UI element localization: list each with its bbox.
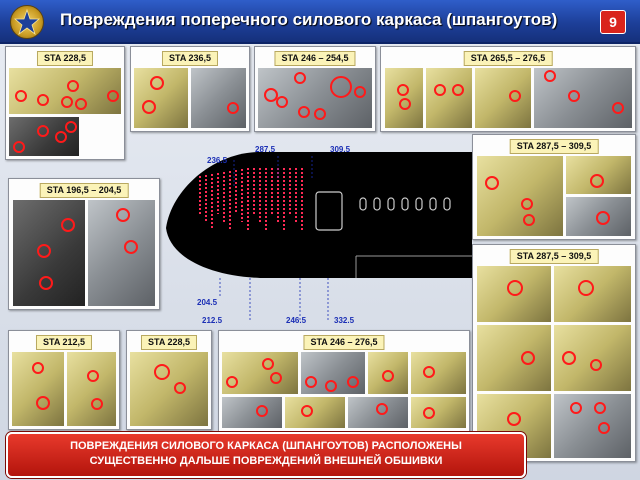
damage-photo bbox=[566, 156, 631, 194]
panel-sta-287-5-309-5-a bbox=[472, 134, 636, 240]
panel-label: STA 287,5 – 309,5 bbox=[510, 249, 599, 264]
damage-marker bbox=[507, 280, 523, 296]
damage-photo bbox=[554, 325, 631, 391]
damage-marker bbox=[612, 102, 624, 114]
damage-marker bbox=[37, 244, 51, 258]
damage-marker bbox=[226, 376, 238, 388]
station-label-204-5: 204.5 bbox=[197, 298, 218, 307]
station-label-309-5: 309.5 bbox=[330, 145, 351, 154]
damage-marker bbox=[570, 402, 582, 414]
damage-marker bbox=[562, 351, 576, 365]
conclusion-line-1: ПОВРЕЖДЕНИЯ СИЛОВОГО КАРКАСА (ШПАНГОУТОВ) РАСПОЛОЖЕНЫ bbox=[70, 440, 462, 452]
damage-marker bbox=[37, 125, 49, 137]
damage-photo bbox=[301, 352, 365, 394]
damage-photo bbox=[348, 397, 408, 428]
damage-marker bbox=[509, 90, 521, 102]
damage-marker bbox=[590, 174, 604, 188]
damage-marker bbox=[376, 403, 388, 415]
damage-marker bbox=[301, 405, 313, 417]
page-title: Повреждения поперечного силового каркаса (шпангоутов) bbox=[60, 10, 558, 29]
damage-photo bbox=[368, 352, 408, 394]
damage-marker bbox=[347, 376, 359, 388]
panel-label: STA 196,5 – 204,5 bbox=[40, 183, 129, 198]
damage-marker bbox=[298, 106, 310, 118]
damage-photo bbox=[88, 200, 155, 306]
panel-label: STA 246 – 276,5 bbox=[303, 335, 384, 350]
damage-marker bbox=[354, 86, 366, 98]
panel-sta-236-5 bbox=[130, 46, 250, 132]
damage-marker bbox=[256, 405, 268, 417]
panel-label: STA 265,5 – 276,5 bbox=[464, 51, 553, 66]
damage-marker bbox=[507, 412, 521, 426]
damage-marker bbox=[124, 240, 138, 254]
emblem-logo bbox=[10, 5, 44, 39]
damage-photo bbox=[191, 68, 246, 128]
panel-label: STA 287,5 – 309,5 bbox=[510, 139, 599, 154]
damage-marker bbox=[314, 108, 326, 120]
fuselage-diagram bbox=[160, 148, 472, 336]
panel-label: STA 228,5 bbox=[37, 51, 93, 66]
damage-marker bbox=[61, 218, 75, 232]
panel-sta-246-254-5 bbox=[254, 46, 376, 132]
damage-marker bbox=[382, 370, 394, 382]
damage-marker bbox=[397, 84, 409, 96]
panel-sta-228-5-top bbox=[5, 46, 125, 160]
damage-photo bbox=[554, 266, 631, 322]
damage-marker bbox=[142, 100, 156, 114]
damage-photo bbox=[477, 156, 563, 236]
damage-marker bbox=[399, 98, 411, 110]
damage-marker bbox=[594, 402, 606, 414]
damage-marker bbox=[294, 72, 306, 84]
damage-photo bbox=[12, 352, 64, 426]
damage-marker bbox=[227, 102, 239, 114]
damage-photo bbox=[554, 394, 631, 458]
panel-sta-287-5-309-5-b bbox=[472, 244, 636, 462]
damage-photo bbox=[411, 397, 466, 428]
damage-marker bbox=[116, 208, 130, 222]
panel-sta-228-5-bottom bbox=[126, 330, 212, 430]
damage-marker bbox=[55, 131, 67, 143]
panel-label: STA 236,5 bbox=[162, 51, 218, 66]
conclusion-text bbox=[8, 439, 524, 469]
damage-marker bbox=[325, 380, 337, 392]
damage-marker bbox=[37, 94, 49, 106]
damage-marker bbox=[523, 214, 535, 226]
panel-sta-265-5-276-5-top bbox=[380, 46, 636, 132]
conclusion-banner bbox=[6, 432, 526, 478]
station-label-212-5: 212.5 bbox=[202, 316, 223, 325]
damage-marker bbox=[330, 76, 352, 98]
damage-photo bbox=[67, 352, 116, 426]
damage-photo bbox=[385, 68, 423, 128]
damage-marker bbox=[596, 211, 610, 225]
damage-photo bbox=[475, 68, 531, 128]
damage-photo bbox=[477, 266, 551, 322]
damage-marker bbox=[61, 96, 73, 108]
panel-label: STA 228,5 bbox=[141, 335, 197, 350]
damage-marker bbox=[36, 396, 50, 410]
damage-marker bbox=[107, 90, 119, 102]
damage-marker bbox=[485, 176, 499, 190]
damage-marker bbox=[423, 366, 435, 378]
panel-sta-246-276-5-bottom bbox=[218, 330, 470, 432]
damage-marker bbox=[150, 76, 164, 90]
damage-marker bbox=[276, 96, 288, 108]
damage-photo bbox=[411, 352, 466, 394]
damage-marker bbox=[262, 358, 274, 370]
station-label-246-5: 246.5 bbox=[286, 316, 307, 325]
panel-sta-196-5-204-5 bbox=[8, 178, 160, 310]
damage-photo bbox=[134, 68, 188, 128]
damage-photo bbox=[285, 397, 345, 428]
damage-marker bbox=[434, 84, 446, 96]
damage-marker bbox=[270, 372, 282, 384]
damage-marker bbox=[578, 280, 594, 296]
conclusion-line-2: СУЩЕСТВЕННО ДАЛЬШЕ ПОВРЕЖДЕНИЙ ВНЕШНЕЙ ОБШИВКИ bbox=[89, 455, 443, 467]
damage-marker bbox=[452, 84, 464, 96]
damage-photo bbox=[566, 197, 631, 236]
damage-marker bbox=[75, 98, 87, 110]
damage-marker bbox=[174, 382, 186, 394]
damage-marker bbox=[13, 141, 25, 153]
damage-marker bbox=[521, 351, 535, 365]
damage-marker bbox=[598, 422, 610, 434]
header-bar bbox=[0, 0, 640, 44]
station-label-332-5: 332.5 bbox=[334, 316, 355, 325]
damage-marker bbox=[87, 370, 99, 382]
damage-photo bbox=[130, 352, 208, 426]
damage-photo bbox=[222, 352, 298, 394]
damage-marker bbox=[32, 362, 44, 374]
damage-photo bbox=[9, 68, 121, 114]
damage-marker bbox=[67, 80, 79, 92]
panel-label: STA 212,5 bbox=[36, 335, 92, 350]
damage-marker bbox=[15, 90, 27, 102]
damage-marker bbox=[39, 276, 53, 290]
page-number: 9 bbox=[600, 10, 626, 34]
station-label-236-5: 236.5 bbox=[207, 156, 228, 165]
damage-photo bbox=[477, 325, 551, 391]
panel-sta-212-5 bbox=[8, 330, 120, 430]
station-label-287-5: 287.5 bbox=[255, 145, 276, 154]
damage-marker bbox=[521, 198, 533, 210]
panel-label: STA 246 – 254,5 bbox=[274, 51, 355, 66]
damage-photo bbox=[9, 117, 79, 156]
damage-marker bbox=[65, 121, 77, 133]
damage-marker bbox=[305, 376, 317, 388]
damage-photo bbox=[258, 68, 372, 128]
damage-photo bbox=[426, 68, 472, 128]
damage-photo bbox=[534, 68, 632, 128]
damage-marker bbox=[544, 70, 556, 82]
damage-marker bbox=[91, 398, 103, 410]
damage-marker bbox=[423, 407, 435, 419]
damage-marker bbox=[154, 364, 170, 380]
damage-marker bbox=[568, 90, 580, 102]
damage-photo bbox=[222, 397, 282, 428]
damage-marker bbox=[590, 359, 602, 371]
damage-photo bbox=[13, 200, 85, 306]
